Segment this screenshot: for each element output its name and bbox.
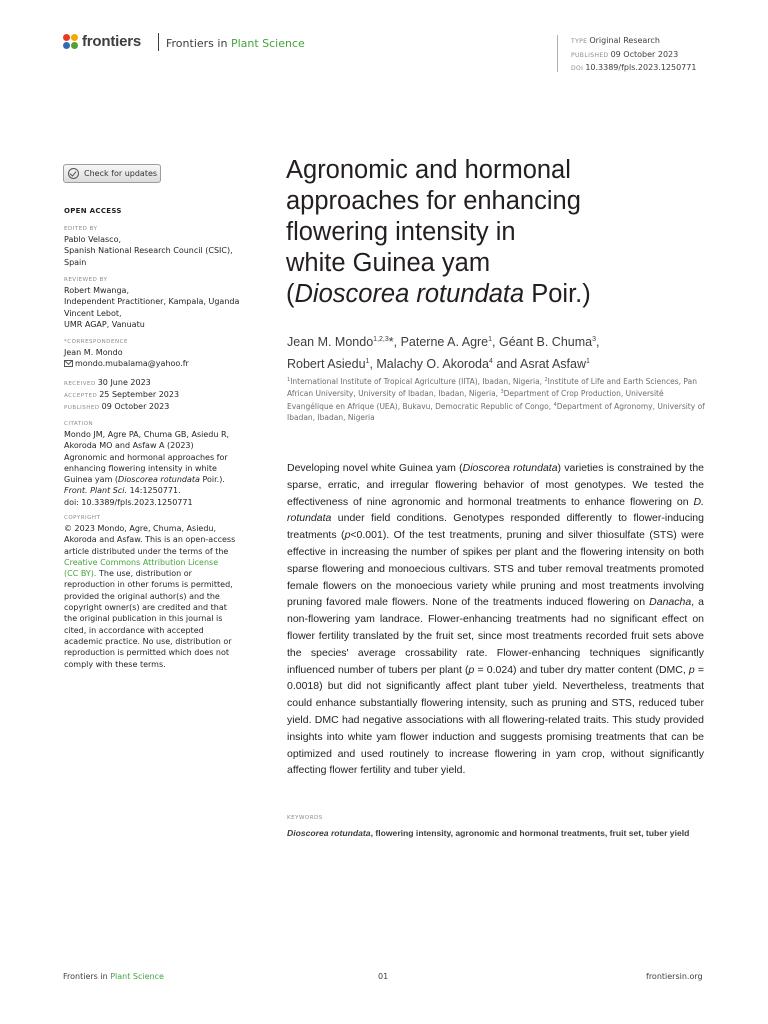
header-divider [158, 33, 159, 51]
check-for-updates-button[interactable]: Check for updates [63, 164, 161, 183]
frontiers-wordmark: frontiers [82, 33, 142, 50]
cc-license-link[interactable]: Creative Commons Attribution License [64, 557, 219, 567]
citation-doi[interactable]: doi: 10.3389/fpls.2023.1250771 [64, 497, 193, 507]
author-name[interactable]: Géant B. Chuma [499, 335, 593, 349]
mail-icon [64, 360, 73, 367]
footer-site-link[interactable]: frontiersin.org [646, 972, 703, 981]
footer-journal[interactable]: Frontiers in Plant Science [63, 972, 164, 981]
keywords-label: KEYWORDS [287, 815, 323, 821]
edited-by-block: EDITED BY Pablo Velasco, Spanish National Research Council (CSIC), Spain [64, 226, 233, 267]
citation-block: CITATION Mondo JM, Agre PA, Chuma GB, Asiedu R, Akoroda MO and Asfaw A (2023) Agronomic and hormonal approaches for enhancing flowering intensity in white Guinea yam (Dioscorea rotundata Poir.). Front. Plant Sci. 14:1250771. doi: 10.3389/fpls.2023.1250771 [64, 419, 244, 508]
frontiers-logo-icon [63, 34, 79, 50]
author-name[interactable]: Paterne A. Agre [400, 335, 489, 349]
author-name[interactable]: Robert Asiedu [287, 357, 366, 371]
frontiers-logo[interactable] [63, 33, 141, 50]
article-type: TYPE Original Research [571, 36, 660, 45]
correspondence-email[interactable]: mondo.mubalama@yahoo.fr [64, 358, 244, 369]
author-name[interactable]: Malachy O. Akoroda [376, 357, 489, 371]
article-title: Agronomic and hormonal approaches for enhancing flowering intensity in white Guinea yam (Dioscorea rotundata Poir.) [286, 156, 591, 308]
author-list: Jean M. Mondo$^{1,2,3}$*, Paterne A. Agre$^1$, Géant B. Chuma$^3$, Robert Asiedu$^1$, Malachy O. Akoroda$^4$ and Asrat Asfaw$^1$ [287, 335, 600, 371]
journal-name-header[interactable]: Frontiers in Plant Science [166, 37, 305, 50]
keywords: Dioscorea rotundata, flowering intensity, agronomic and hormonal treatments, fruit set, tuber yield [287, 828, 690, 838]
check-circle-icon [68, 168, 79, 179]
open-access-label: OPEN ACCESS [64, 207, 122, 215]
reviewed-by-block: REVIEWED BY Robert Mwanga, Independent Practitioner, Kampala, Uganda Vincent Lebot, UMR AGAP, Vanuatu [64, 277, 240, 329]
publish-date: PUBLISHED 09 October 2023 [571, 49, 679, 59]
doi-link[interactable]: DOI 10.3389/fpls.2023.1250771 [571, 63, 697, 72]
page-number: 01 [378, 972, 389, 981]
article-meta [557, 35, 696, 72]
copyright-block: COPYRIGHT © 2023 Mondo, Agre, Chuma, Asiedu, Akoroda and Asfaw. This is an open-access article distributed under the terms of the Creative Commons Attribution License (CC BY). The use, distribution or reproduction in other forums is permitted, provided the original author(s) and the copyright owner(s) are credited and that the original publication in this journal is cited, in accordance with accepted academic practice. No use, distribution or reproduction is permitted which does not comply with these terms. [64, 513, 244, 670]
dates-block: RECEIVED 30 June 2023 ACCEPTED 25 September 2023 PUBLISHED 09 October 2023 [64, 378, 180, 411]
correspondence-block: *CORRESPONDENCE Jean M. Mondo mondo.mubalama@yahoo.fr [64, 337, 244, 370]
author-name[interactable]: Jean M. Mondo [287, 335, 374, 349]
cc-by-link[interactable]: (CC BY). [64, 569, 97, 579]
affiliations: $^1$International Institute of Tropical Agriculture (IITA), Ibadan, Nigeria, $^2$Institute of Life and Earth Sciences, Pan African University, University of Ibadan, Ibadan, Nigeria, $^3$Department of Crop Production, Université Evangélique en Afrique (UEA), Bukavu, Democratic Republic of Congo, $^4$Department of Agronomy, University of Ibadan, Ibadan, Nigeria [287, 377, 705, 422]
abstract: Developing novel white Guinea yam (Dioscorea rotundata) varieties is constrained by the sparse, erratic, and irregular flowering behavior of most genotypes. We tested the effectiveness of nine agronomic and hormonal treatments to enhance flowering on D. rotundata under field conditions. Genotypes responded differently to flower-inducing treatments (p<0.001). Of the test treatments, pruning and silver thiosulfate (STS) were effective in increasing the number of spikes per plant and the flowering intensity on both sparse flowering and monoecious cultivars. STS and tuber removal treatments promoted female flowers on the monoecious variety while pruning and most treatments involving pruning favored male flowers. None of the treatments induced flowering on Danacha, a non-flowering yam landrace. Flower-enhancing treatments had no significant effect on flower fertility translated by the fruit set, since most treatments recorded fruit sets above the species' average crossability rate. Flower-enhancing techniques significantly influenced number of tubers per plant (p = 0.024) and tuber dry matter content (DMC, p = 0.0018) but did not significantly affect plant tuber yield. Nevertheless, treatments that could enhance substantially flowering intensity, such as pruning and STS, reduced tuber yield. DMC had negative associations with all flowering-related traits. This study provided insights into white yam flower induction and suggests promising treatments that can be optimized and used routinely to increase flowering in yam crop, without significantly affecting flower fertility and tuber yield. [287, 462, 704, 777]
author-name[interactable]: Asrat Asfaw [519, 357, 586, 371]
